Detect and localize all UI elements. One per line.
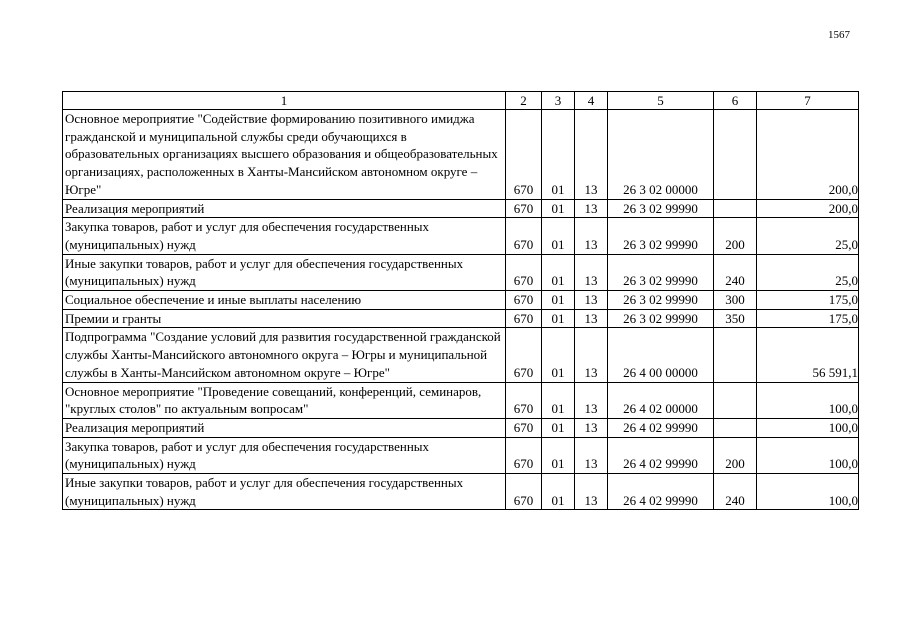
- table-row: [63, 437, 859, 473]
- item-name-cell: Основное мероприятие "Проведение совещаний, конференций, семинаров, "круглых столов" по актуальным вопросам": [63, 382, 506, 418]
- subsection-code-cell: 13: [575, 218, 608, 254]
- ministry-code-cell: 670: [506, 382, 542, 418]
- section-code-cell: 01: [542, 437, 575, 473]
- table-row: [63, 291, 859, 310]
- target-article-cell: 26 3 02 99990: [608, 309, 714, 328]
- item-name-cell: Реализация мероприятий: [63, 199, 506, 218]
- amount-cell: 56 591,1: [757, 328, 859, 382]
- section-code-cell: 01: [542, 199, 575, 218]
- item-name-cell: Социальное обеспечение и иные выплаты населению: [63, 291, 506, 310]
- item-name-cell: Закупка товаров, работ и услуг для обеспечения государственных (муниципальных) нужд: [63, 218, 506, 254]
- expense-type-cell: [714, 328, 757, 382]
- section-code-cell: 01: [542, 382, 575, 418]
- section-code-cell: 01: [542, 328, 575, 382]
- item-name-cell: Премии и гранты: [63, 309, 506, 328]
- subsection-code-cell: 13: [575, 199, 608, 218]
- column-header: 6: [714, 92, 757, 110]
- item-name-cell: Иные закупки товаров, работ и услуг для обеспечения государственных (муниципальных) нужд: [63, 254, 506, 290]
- section-code-cell: 01: [542, 291, 575, 310]
- section-code-cell: 01: [542, 418, 575, 437]
- subsection-code-cell: 13: [575, 328, 608, 382]
- target-article-cell: 26 3 02 99990: [608, 254, 714, 290]
- amount-cell: 200,0: [757, 110, 859, 200]
- amount-cell: 25,0: [757, 254, 859, 290]
- subsection-code-cell: 13: [575, 110, 608, 200]
- ministry-code-cell: 670: [506, 437, 542, 473]
- ministry-code-cell: 670: [506, 199, 542, 218]
- item-name-cell: Иные закупки товаров, работ и услуг для обеспечения государственных (муниципальных) нужд: [63, 474, 506, 510]
- table-row: [63, 328, 859, 382]
- section-code-cell: 01: [542, 254, 575, 290]
- column-header: 5: [608, 92, 714, 110]
- ministry-code-cell: 670: [506, 309, 542, 328]
- expense-type-cell: [714, 110, 757, 200]
- table-row: [63, 418, 859, 437]
- expense-type-cell: [714, 418, 757, 437]
- amount-cell: 100,0: [757, 474, 859, 510]
- subsection-code-cell: 13: [575, 437, 608, 473]
- amount-cell: 200,0: [757, 199, 859, 218]
- column-header: 4: [575, 92, 608, 110]
- ministry-code-cell: 670: [506, 474, 542, 510]
- expense-type-cell: 240: [714, 474, 757, 510]
- table-row: [63, 254, 859, 290]
- table-row: [63, 199, 859, 218]
- section-code-cell: 01: [542, 218, 575, 254]
- item-name-cell: Основное мероприятие "Содействие формированию позитивного имиджа гражданской и муниципальной службы среди обучающихся в образовательных организациях высшего образования и общеобразовательных организациях, расположенных в Ханты-Мансийском автономном округе – Югре": [63, 110, 506, 200]
- target-article-cell: 26 3 02 99990: [608, 218, 714, 254]
- target-article-cell: 26 4 02 99990: [608, 474, 714, 510]
- item-name-cell: Подпрограмма "Создание условий для развития государственной гражданской службы Ханты-Мансийского автономного округа – Югры и муниципальной службы в Ханты-Мансийском автономном округе – Югре": [63, 328, 506, 382]
- amount-cell: 100,0: [757, 382, 859, 418]
- column-header: 2: [506, 92, 542, 110]
- ministry-code-cell: 670: [506, 254, 542, 290]
- section-code-cell: 01: [542, 110, 575, 200]
- column-header: 3: [542, 92, 575, 110]
- target-article-cell: 26 4 02 99990: [608, 418, 714, 437]
- subsection-code-cell: 13: [575, 418, 608, 437]
- column-header: 1: [63, 92, 506, 110]
- ministry-code-cell: 670: [506, 110, 542, 200]
- expense-type-cell: 200: [714, 218, 757, 254]
- subsection-code-cell: 13: [575, 254, 608, 290]
- amount-cell: 175,0: [757, 291, 859, 310]
- target-article-cell: 26 4 00 00000: [608, 328, 714, 382]
- ministry-code-cell: 670: [506, 218, 542, 254]
- target-article-cell: 26 3 02 00000: [608, 110, 714, 200]
- page-number: 1567: [828, 29, 850, 41]
- column-header: 7: [757, 92, 859, 110]
- subsection-code-cell: 13: [575, 474, 608, 510]
- subsection-code-cell: 13: [575, 291, 608, 310]
- table-header-row: [63, 92, 859, 110]
- target-article-cell: 26 4 02 99990: [608, 437, 714, 473]
- target-article-cell: 26 3 02 99990: [608, 291, 714, 310]
- target-article-cell: 26 3 02 99990: [608, 199, 714, 218]
- table-row: [63, 218, 859, 254]
- section-code-cell: 01: [542, 474, 575, 510]
- expense-type-cell: 240: [714, 254, 757, 290]
- amount-cell: 100,0: [757, 418, 859, 437]
- expense-type-cell: 300: [714, 291, 757, 310]
- section-code-cell: 01: [542, 309, 575, 328]
- expense-type-cell: 200: [714, 437, 757, 473]
- expense-type-cell: [714, 382, 757, 418]
- amount-cell: 175,0: [757, 309, 859, 328]
- table-row: [63, 474, 859, 510]
- item-name-cell: Закупка товаров, работ и услуг для обеспечения государственных (муниципальных) нужд: [63, 437, 506, 473]
- table-row: [63, 382, 859, 418]
- subsection-code-cell: 13: [575, 309, 608, 328]
- ministry-code-cell: 670: [506, 328, 542, 382]
- target-article-cell: 26 4 02 00000: [608, 382, 714, 418]
- expense-type-cell: [714, 199, 757, 218]
- budget-table: [62, 91, 859, 510]
- ministry-code-cell: 670: [506, 418, 542, 437]
- subsection-code-cell: 13: [575, 382, 608, 418]
- expense-type-cell: 350: [714, 309, 757, 328]
- ministry-code-cell: 670: [506, 291, 542, 310]
- item-name-cell: Реализация мероприятий: [63, 418, 506, 437]
- table-row: [63, 110, 859, 200]
- table-row: [63, 309, 859, 328]
- amount-cell: 25,0: [757, 218, 859, 254]
- amount-cell: 100,0: [757, 437, 859, 473]
